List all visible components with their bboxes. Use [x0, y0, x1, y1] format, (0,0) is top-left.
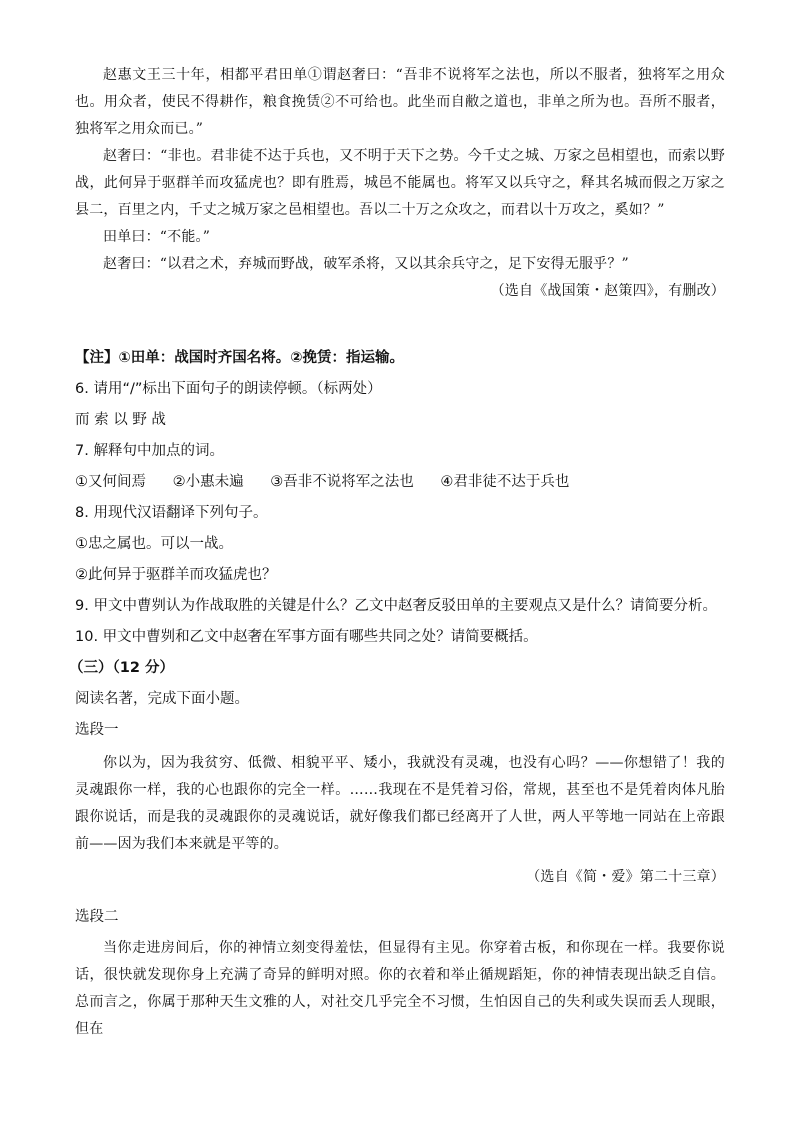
- passage-source: （选自《战国策・赵策四》，有删改）: [490, 283, 725, 299]
- excerpt-1: [75, 750, 725, 891]
- question-7-items: [75, 467, 725, 498]
- q7-item-4: ④君非徒不达于兵也: [440, 474, 570, 490]
- questions-block: [69, 343, 725, 746]
- question-7: 7. 解释句中加点的词。: [75, 443, 224, 459]
- question-10: 10. 甲文中曹刿和乙文中赵奢在军事方面有哪些共同之处？请简要概括。: [75, 629, 538, 645]
- question-6: 6. 请用“/”标出下面句子的朗读停顿。（标两处）: [75, 381, 382, 397]
- excerpt-1-source: （选自《简・爱》第二十三章）: [526, 869, 725, 885]
- q7-item-2: ②小惠未遍: [172, 474, 244, 490]
- excerpt-1-label: 选段一: [75, 722, 119, 738]
- passage-yi: [75, 62, 725, 305]
- question-8-item-1: ①忠之属也。可以一战。: [75, 536, 233, 552]
- excerpt-2-label: 选段二: [75, 909, 119, 925]
- q7-item-3: ③吾非不说将军之法也: [270, 474, 414, 490]
- passage-paragraph-3: 田单曰：“不能。”: [103, 229, 211, 245]
- excerpt-2-text: 当你走进房间后，你的神情立刻变得羞怯，但显得有主见。你穿着古板，和你现在一样。我要你说话，很快就发现你身上充满了奇异的鲜明对照。你的衣着和举止循规蹈矩，你的神情表现出缺乏自信。总而言之，你属于那种天生文雅的人，对社交几乎完全不习惯，生怕因自己的失利或失误而丢人现眼，但在: [75, 940, 725, 1037]
- passage-paragraph-4: 赵奢曰：“以君之术，弃城而野战，破军杀将，又以其余兵守之，足下安得无服乎？”: [103, 256, 629, 272]
- section-3-heading: （三）（12 分）: [69, 660, 174, 676]
- question-8: 8. 用现代汉语翻译下列句子。: [75, 505, 268, 521]
- question-8-item-2: ②此何异于驱群羊而攻猛虎也？: [75, 567, 277, 583]
- excerpt-2: [75, 935, 725, 1043]
- excerpt-1-text: 你以为，因为我贫穷、低微、相貌平平、矮小，我就没有灵魂，也没有心吗？——你想错了！我的灵魂跟你一样，我的心也跟你的完全一样。……我现在不是凭着习俗，常规，甚至也不是凭着肉体凡胎跟你说话，而是我的灵魂跟你的灵魂说话，就好像我们都已经离开了人世，两人平等地一同站在上帝跟前——因为我们本来就是平等的。: [75, 755, 725, 852]
- annotation-note: 【注】①田单：战国时齐国名将。②挽赁：指运输。: [75, 350, 405, 366]
- section-3-instruction: 阅读名著，完成下面小题。: [75, 691, 249, 707]
- passage-paragraph-1: 赵惠文王三十年，相都平君田单①谓赵奢曰：“吾非不说将军之法也，所以不服者，独将军之用众也。用众者，使民不得耕作，粮食挽赁②不可给也。此坐而自敝之道也，非单之所为也。吾所不服者，独将军之用众而已。”: [75, 67, 725, 137]
- excerpt-2-label-block: [75, 902, 725, 933]
- passage-paragraph-2: 赵奢曰：“非也。君非徒不达于兵也，又不明于天下之势。今千丈之城、万家之邑相望也，而索以野战，此何异于驱群羊而攻猛虎也？即有胜焉，城邑不能属也。将军又以兵守之，释其名城而假之万家之县二，百里之内，千丈之城万家之邑相望也。吾以二十万之众攻之，而君以十万攻之，奚如？”: [75, 148, 725, 218]
- q7-item-1: ①又何间焉: [75, 474, 146, 490]
- question-9: 9. 甲文中曹刿认为作战取胜的关键是什么？乙文中赵奢反驳田单的主要观点又是什么？请简要分析。: [75, 598, 717, 614]
- question-6-sentence: 而 索 以 野 战: [75, 412, 166, 428]
